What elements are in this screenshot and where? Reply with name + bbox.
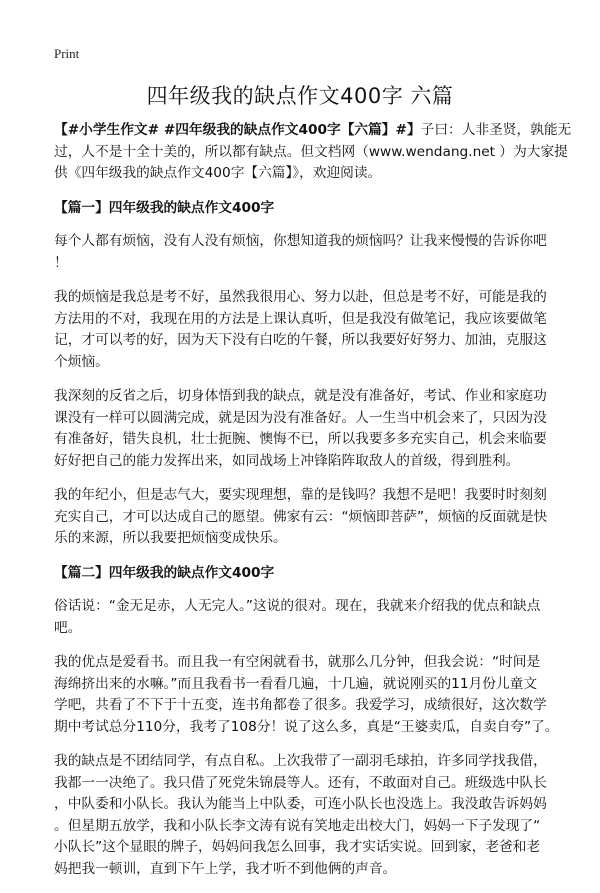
paragraph-line: 期中考试总分110分，我考了108分！说了这么多，真是“王婆卖瓜，自卖自夸”了。 xyxy=(54,718,559,735)
section-heading: 【篇二】四年级我的缺点作文400字 xyxy=(54,564,275,581)
paragraph-line: 我都一一决绝了。我只借了死党朱锦晨等人。还有，不敢面对自己。班级选中队长 xyxy=(54,774,547,791)
paragraph-line: 我的缺点是不团结同学，有点自私。上次我带了一副羽毛球拍，许多同学找我借， xyxy=(54,753,547,769)
paragraph-line: 乐的来源，所以我要把烦恼变成快乐。 xyxy=(54,530,287,546)
paragraph-line: 个烦恼。 xyxy=(54,353,109,370)
document-body xyxy=(54,120,572,893)
paragraph-line: 妈把我一顿训，直到下午上学，我才听不到他俩的声音。 xyxy=(54,860,397,877)
paragraph-line: 海绵挤出来的水嘛。”而且我看书一看看几遍，十几遍，就说刚买的11月份儿童文 xyxy=(54,675,538,692)
paragraph-line: 吧。 xyxy=(54,619,82,636)
paragraph-line: 我的年纪小，但是志气大，要实现理想，靠的是钱吗？我想不是吧！我要时时刻刻 xyxy=(54,487,547,503)
paragraph-line: 方法用的不对，我现在用的方法是上课认真听，但是我没有做笔记，我应该要做笔 xyxy=(54,310,547,327)
paragraph-line: 有准备好，错失良机，壮士扼腕、懊悔不已，所以我要多多充实自己，机会来临要 xyxy=(54,431,547,447)
paragraph-line: 我的优点是爱看书。而且我一有空闲就看书，就那么几分钟，但我会说：“时间是 xyxy=(54,654,541,670)
intro-line: 供《四年级我的缺点作文400字【六篇】》，欢迎阅读。 xyxy=(54,165,382,181)
paragraph xyxy=(54,386,554,472)
paragraph-line: 充实自己，才可以达成自己的愿望。佛家有云：“烦恼即菩萨”，烦恼的反面就是快 xyxy=(54,508,548,525)
paragraph-line: 每个人都有烦恼，没有人没有烦恼，你想知道我的烦恼吗？让我来慢慢的告诉你吧 xyxy=(54,233,547,249)
paragraph-line: ，中队委和小队长。我认为能当上中队委，可连小队长也没选上。我没敢告诉妈妈 xyxy=(54,796,547,812)
paragraph xyxy=(54,596,554,639)
paragraph xyxy=(54,287,554,373)
sections xyxy=(54,198,559,881)
paragraph xyxy=(54,652,559,738)
paragraph-line: 俗话说：“金无足赤，人无完人。”这说的很对。现在，我就来介绍我的优点和缺点 xyxy=(54,598,541,614)
paragraph-line: 我的烦恼是我总是考不好，虽然我很用心、努力以赴，但总是考不好，可能是我的 xyxy=(54,289,547,305)
paragraph-line: 学吧，共看了不下于十五变，连书角都卷了很多。我爱学习，成绩很好，这次数学 xyxy=(54,697,547,713)
paragraph-line: 。但星期五放学，我和小队长李文涛有说有笑地走出校大门，妈妈一下子发现了“ xyxy=(54,817,541,834)
paragraph-line: ！ xyxy=(54,254,68,271)
intro-line: 子曰：人非圣贤，孰能无 xyxy=(420,122,572,138)
page-title: 四年级我的缺点作文400字 六篇 xyxy=(146,84,454,108)
paragraph-line: 好好把自己的能力发挥出来，如同战场上冲锋陷阵取敌人的首级，得到胜利。 xyxy=(54,452,520,469)
intro-paragraph xyxy=(54,120,572,185)
print-link[interactable]: Print xyxy=(54,46,80,61)
paragraph xyxy=(54,485,554,550)
intro-tag: 【#小学生作文# #四年级我的缺点作文400字【六篇】#】 xyxy=(54,122,421,138)
paragraph-line: 记，才可以考的好，因为天下没有白吃的午餐，所以我要好好努力、加油，克服这 xyxy=(54,332,547,348)
paragraph-line: 我深刻的反省之后，切身体悟到我的缺点，就是没有准备好，考试、作业和家庭功 xyxy=(54,388,547,404)
paragraph-line: 课没有一样可以圆满完成，就是因为没有准备好。人一生当中机会来了，只因为没 xyxy=(54,409,547,426)
paragraph xyxy=(54,751,554,880)
section-heading: 【篇一】四年级我的缺点作文400字 xyxy=(54,199,275,216)
paragraph-line: 小队长”这个显眼的牌子，妈妈问我怎么回事，我才实话实说。回到家，老爸和老 xyxy=(54,839,541,855)
intro-line: 过，人不是十全十美的，所以都有缺点。但文档网（www.wendang.net ）为大家提 xyxy=(54,143,568,160)
paragraph xyxy=(54,231,554,274)
